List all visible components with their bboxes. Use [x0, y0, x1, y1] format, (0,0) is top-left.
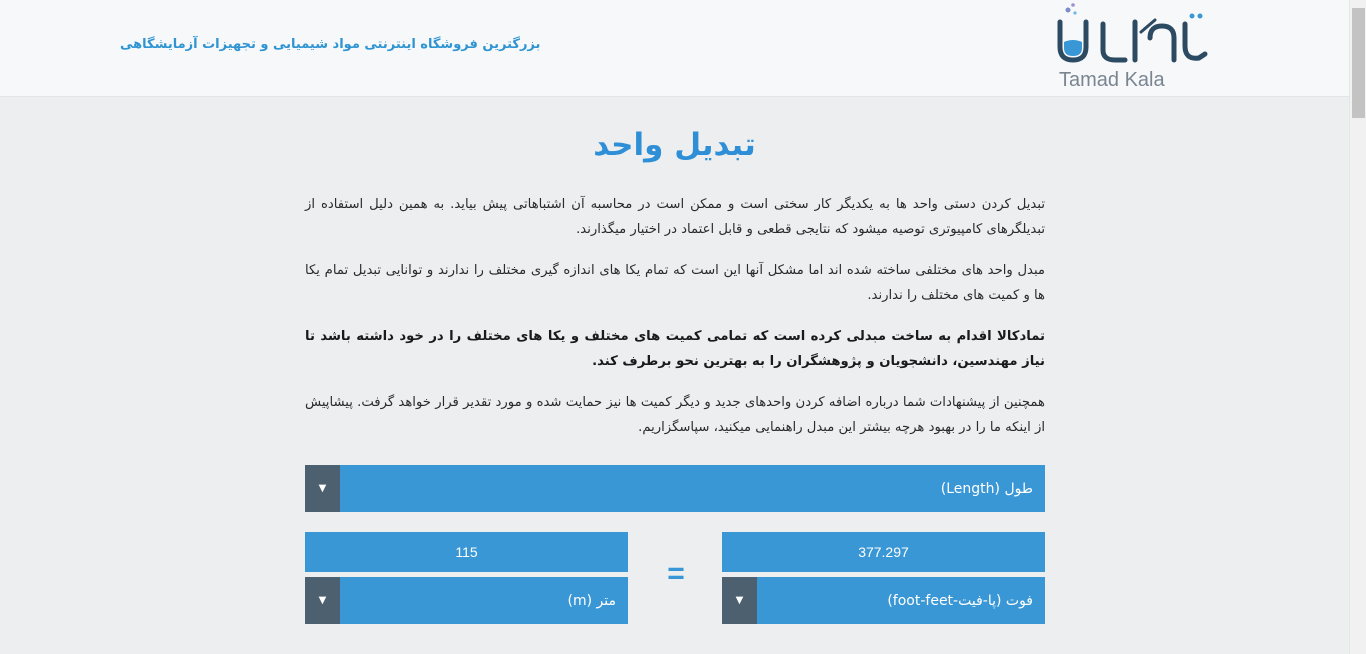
equals-sign: = — [667, 557, 685, 590]
chevron-down-icon[interactable]: ▼ — [305, 465, 340, 512]
from-unit-label: متر (m) — [567, 592, 616, 609]
intro-paragraph-2: مبدل واحد های مختلفی ساخته شده اند اما مشکل آنها این است که تمام یکا های اندازه گیری مختلف را ندارند و توانایی تبدیل تمام یکا ها و کمیت های مختلف را ندارند. — [305, 263, 1045, 303]
chevron-down-icon[interactable]: ▼ — [305, 577, 340, 624]
from-unit-select[interactable] — [305, 577, 628, 624]
page-scrollbar[interactable] — [1349, 0, 1366, 654]
quantity-category-label: طول (Length) — [940, 480, 1033, 497]
page-title: تبدیل واحد — [593, 127, 756, 163]
to-value-input[interactable]: 377.297 — [722, 532, 1045, 572]
main-content — [0, 97, 1349, 654]
intro-paragraph-1: تبدیل کردن دستی واحد ها به یکدیگر کار سختی است و ممکن است در محاسبه آن اشتباهاتی پیش بیاید. به همین دلیل استفاده از تبدیلگرهای کامپیوتری توصیه میشود که نتایجی قطعی و قابل اعتماد در اختیار میگذارند. — [305, 197, 1045, 237]
quantity-category-select[interactable] — [305, 465, 1045, 512]
svg-text:Tamad Kala: Tamad Kala — [1059, 69, 1165, 91]
chevron-down-icon[interactable]: ▼ — [722, 577, 757, 624]
intro-paragraph-3: تمادکالا اقدام به ساخت مبدلی کرده است که تمامی کمیت های مختلف و یکا های مختلف را در خود داشته باشد تا نیاز مهندسین، دانشجویان و پژوهشگران را به بهترین نحو برطرف کند. — [305, 329, 1045, 369]
to-unit-label: فوت (پا-فیت-foot-feet) — [887, 592, 1033, 609]
tamad-kala-logo[interactable] — [1055, 2, 1210, 92]
intro-paragraph-4: همچنین از پیشنهادات شما درباره اضافه کردن واحدهای جدید و دیگر کمیت ها نیز حمایت شده و مورد تقدیر قرار خواهد گرفت. پیشاپیش از اینکه ما را در بهبود هرچه بیشتر این مبدل راهنمایی میکنید، سپاسگزاریم. — [305, 395, 1045, 435]
to-unit-select[interactable] — [722, 577, 1045, 624]
site-tagline: بزرگترین فروشگاه اینترنتی مواد شیمیایی و تجهیزات آزمایشگاهی — [120, 37, 541, 52]
from-value-input[interactable]: 115 — [305, 532, 628, 572]
scrollbar-thumb[interactable] — [1352, 8, 1365, 118]
site-header — [0, 0, 1349, 97]
